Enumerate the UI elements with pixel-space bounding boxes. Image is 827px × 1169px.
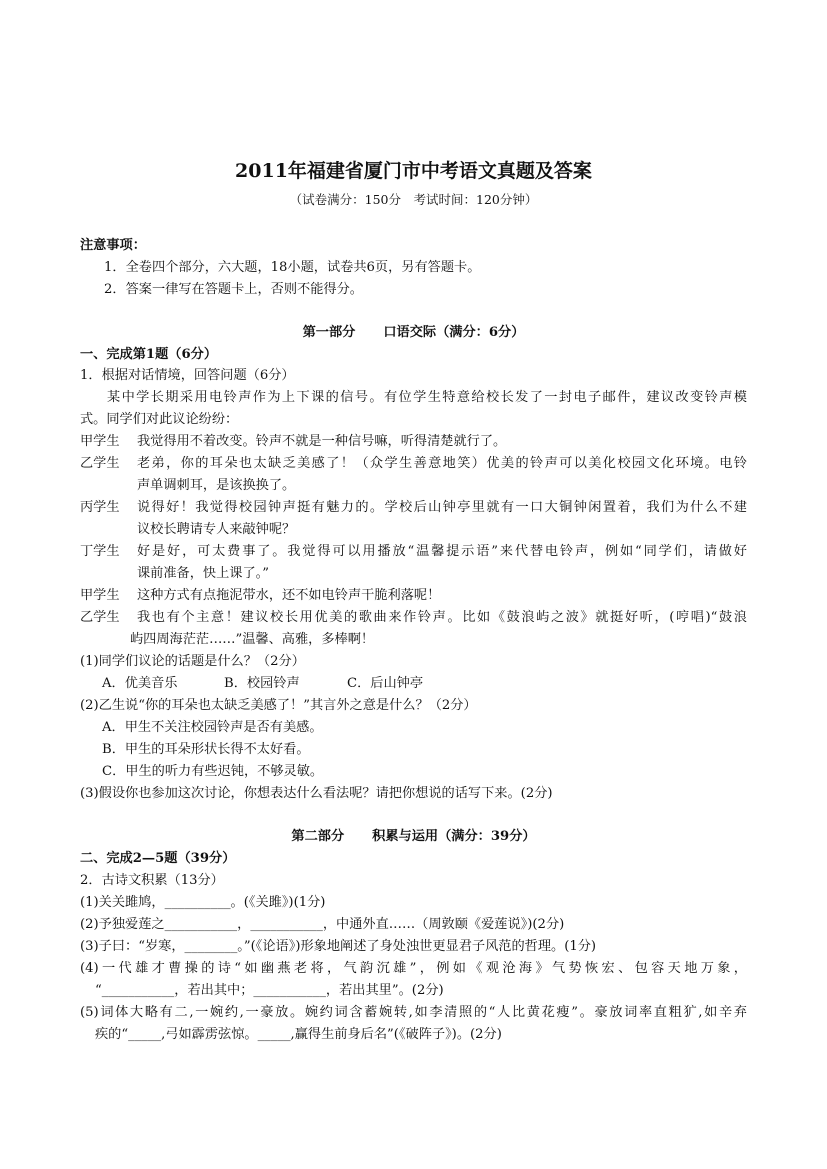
q2-item: (4)一代雄才曹操的诗“如幽燕老将，气韵沉雄”，例如《观沧海》气势恢宏、包容天地万象， — [80, 961, 747, 976]
q2-item: (5)词体大略有二,一婉约,一豪放。婉约词含蓄婉转,如李清照的“人比黄花瘦”。豪放词率直粗犷,如辛弃 — [80, 1005, 747, 1020]
speaker: 丙学生 — [80, 500, 120, 515]
dialogue-line: 好是好，可太费事了。我觉得可以用播放“温馨提示语”来代替电铃声，例如“同学们，请做好 — [137, 544, 747, 559]
part1-name: 第一部分 — [302, 325, 356, 340]
q2-item: (1)关关雎鸠，__________。(《关雎》)(1分) — [80, 895, 326, 910]
option-c: C．后山钟亭 — [347, 676, 424, 691]
speaker: 乙学生 — [80, 456, 120, 471]
q1-sub1-question: (1)同学们议论的话题是什么？（2分） — [80, 654, 305, 669]
speaker: 甲学生 — [80, 588, 120, 603]
option-a: A．甲生不关注校园铃声是否有美感。 — [102, 720, 323, 735]
q1-sub2-question: (2)乙生说“你的耳朵也太缺乏美感了！”其言外之意是什么？（2分） — [80, 698, 477, 713]
option-b: B．甲生的耳朵形状长得不太好看。 — [102, 742, 310, 757]
section-1-heading: 一、完成第1题（6分） — [80, 347, 218, 362]
speaker: 乙学生 — [80, 610, 120, 625]
q2-item: (2)予独爱莲之___________，___________，中通外直……（周敦颐《爱莲说》)(2分) — [80, 917, 565, 932]
dialogue-line: 我觉得用不着改变。铃声不就是一种信号嘛，听得清楚就行了。 — [137, 434, 507, 449]
section-2-heading: 二、完成2—5题（39分） — [80, 851, 236, 866]
q1-intro: 某中学长期采用电铃声作为上下课的信号。有位学生特意给校长发了一封电子邮件，建议改变铃声模 — [107, 390, 747, 405]
option-b: B．校园铃声 — [224, 676, 300, 691]
q2-item: (3)子曰：“岁寒，________。”(《论语》)形象地阐述了身处浊世更显君子风范的哲理。(1分) — [80, 939, 597, 954]
dialogue-line: 课前准备，快上课了。” — [137, 566, 270, 581]
part2-topic: 积累与运用（满分：39分） — [372, 829, 536, 844]
q2-stem: 2．古诗文积累（13分） — [80, 873, 224, 888]
part2-name: 第二部分 — [291, 829, 345, 844]
q1-intro: 式。同学们对此议论纷纷： — [80, 412, 239, 427]
notice-heading: 注意事项： — [80, 238, 146, 253]
dialogue-line: 这种方式有点拖泥带水，还不如电铃声干脆利落呢！ — [137, 588, 441, 603]
option-c: C．甲生的听力有些迟钝，不够灵敏。 — [102, 764, 324, 779]
speaker: 甲学生 — [80, 434, 120, 449]
speaker: 丁学生 — [80, 544, 120, 559]
dialogue-line: 老弟，你的耳朵也太缺乏美感了！（众学生善意地笑）优美的铃声可以美化校园文化环境。电铃 — [137, 456, 747, 471]
exam-info: （试卷满分：150分 考试时间：120分钟） — [289, 192, 538, 207]
page-title: 2011年福建省厦门市中考语文真题及答案 — [235, 160, 592, 182]
dialogue-line: 屿四周海茫茫……”温馨、高雅，多棒啊！ — [130, 632, 375, 647]
q2-item: “___________，若出其中；___________，若出其里”。(2分) — [95, 983, 444, 998]
dialogue-line: 议校长聘请专人来敲钟呢？ — [137, 522, 296, 537]
dialogue-line: 声单调刺耳，是该换换了。 — [137, 478, 296, 493]
q1-sub3-question: (3)假设你也参加这次讨论，你想表达什么看法呢？请把你想说的话写下来。(2分) — [80, 786, 553, 801]
part1-topic: 口语交际（满分：6分） — [383, 325, 525, 340]
notice-item: 1．全卷四个部分，六大题，18小题，试卷共6页，另有答题卡。 — [104, 260, 481, 275]
part1-heading — [0, 323, 827, 343]
part2-heading — [0, 827, 827, 847]
notice-item: 2．答案一律写在答题卡上，否则不能得分。 — [104, 282, 363, 297]
dialogue-line: 我也有个主意！建议校长用优美的歌曲来作铃声。比如《鼓浪屿之波》就挺好听，(哼唱)“鼓浪 — [137, 610, 747, 625]
q2-item: 疾的“_____,弓如霹雳弦惊。_____,赢得生前身后名”(《破阵子》)。(2分) — [95, 1027, 502, 1042]
option-a: A．优美音乐 — [102, 676, 178, 691]
q1-stem: 1．根据对话情境，回答问题（6分） — [80, 368, 295, 383]
dialogue-line: 说得好！我觉得校园钟声挺有魅力的。学校后山钟亭里就有一口大铜钟闲置着，我们为什么不建 — [137, 500, 747, 515]
